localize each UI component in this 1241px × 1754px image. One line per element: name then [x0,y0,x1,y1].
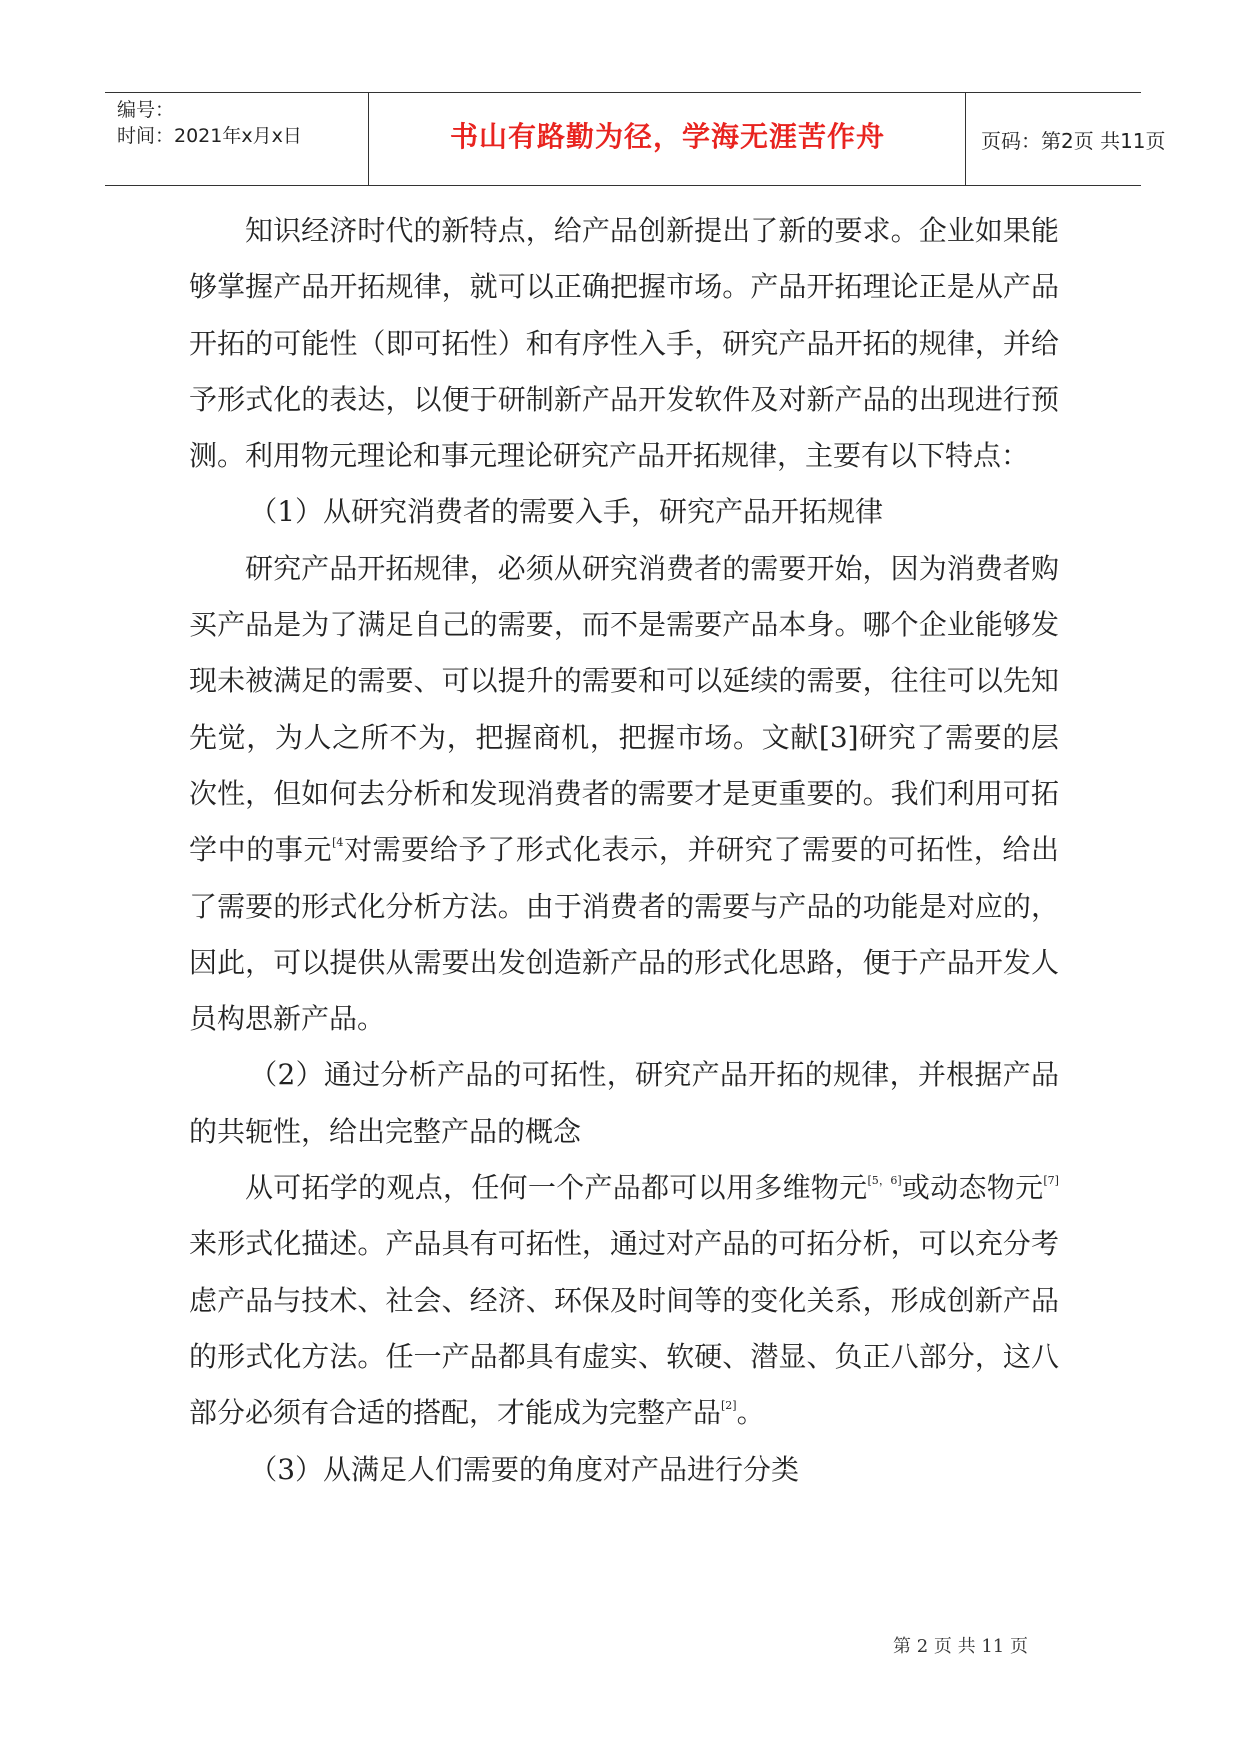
citation-ref: [7] [1043,1174,1059,1188]
citation-ref: [4 [332,836,344,850]
page-header [105,92,1166,186]
header-page-number: 页码：第2页 共11页 [981,129,1166,153]
section-heading-1: （1）从研究消费者的需要入手，研究产品开拓规律 [249,495,884,529]
page-footer: 第 2 页 共 11 页 [893,1636,1028,1657]
section-heading-2: （2）通过分析产品的可拓性，研究产品开拓的规律，并根据产品的共轭性，给出完整产品的概念 [189,1058,1059,1148]
paragraph-needs [189,541,1059,1048]
paragraph-text: 对需要给予了形式化表示，并研究了需要的可拓性，给出了需要的形式化分析方法。由于消费者的需要与产品的功能是对应的，因此，可以提供从需要出发创造新产品的形式化思路，便于产品开发人员构思新产品。 [189,833,1059,1036]
header-page-cell [967,93,1166,185]
header-motto-cell [370,93,966,185]
citation-ref: [5，6] [867,1174,902,1188]
document-date: 时间：2021年x月x日 [117,125,302,147]
document-body [189,203,1059,1498]
paragraph-text: 从可拓学的观点，任何一个产品都可以用多维物元 [245,1171,868,1205]
paragraph-extension [189,1160,1059,1441]
paragraph-intro: 知识经济时代的新特点，给产品创新提出了新的要求。企业如果能够掌握产品开拓规律，就可以正确把握市场。产品开拓理论正是从产品开拓的可能性（即可拓性）和有序性入手，研究产品开拓的规律，并给予形式化的表达，以便于研制新产品开发软件及对新产品的出现进行预测。利用物元理论和事元理论研究产品开拓规律，主要有以下特点： [189,214,1059,473]
paragraph-text: 或动态物元 [901,1171,1044,1205]
header-meta [105,93,369,185]
paragraph-text: 研究产品开拓规律，必须从研究消费者的需要开始，因为消费者购买产品是为了满足自己的需要，而不是需要产品本身。哪个企业能够发现未被满足的需要、可以提升的需要和可以延续的需要，往往可以先知先觉，为人之所不为，把握商机，把握市场。文献[3]研究了需要的层次性，但如何去分析和发现消费者的需要才是更重要的。我们利用可拓学中的事元 [189,551,1059,867]
section-heading-3: （3）从满足人们需要的角度对产品进行分类 [249,1452,800,1486]
paragraph-text: 。 [736,1396,765,1430]
document-number-label: 编号： [117,99,175,121]
motto: 书山有路勤为径，学海无涯苦作舟 [449,120,885,153]
paragraph-text: 来形式化描述。产品具有可拓性，通过对产品的可拓分析，可以充分考虑产品与技术、社会、经济、环保及时间等的变化关系，形成创新产品的形式化方法。任一产品都具有虚实、软硬、潜显、负正八部分，这八部分必须有合适的搭配，才能成为完整产品 [189,1227,1059,1430]
citation-ref: [2] [721,1399,737,1413]
